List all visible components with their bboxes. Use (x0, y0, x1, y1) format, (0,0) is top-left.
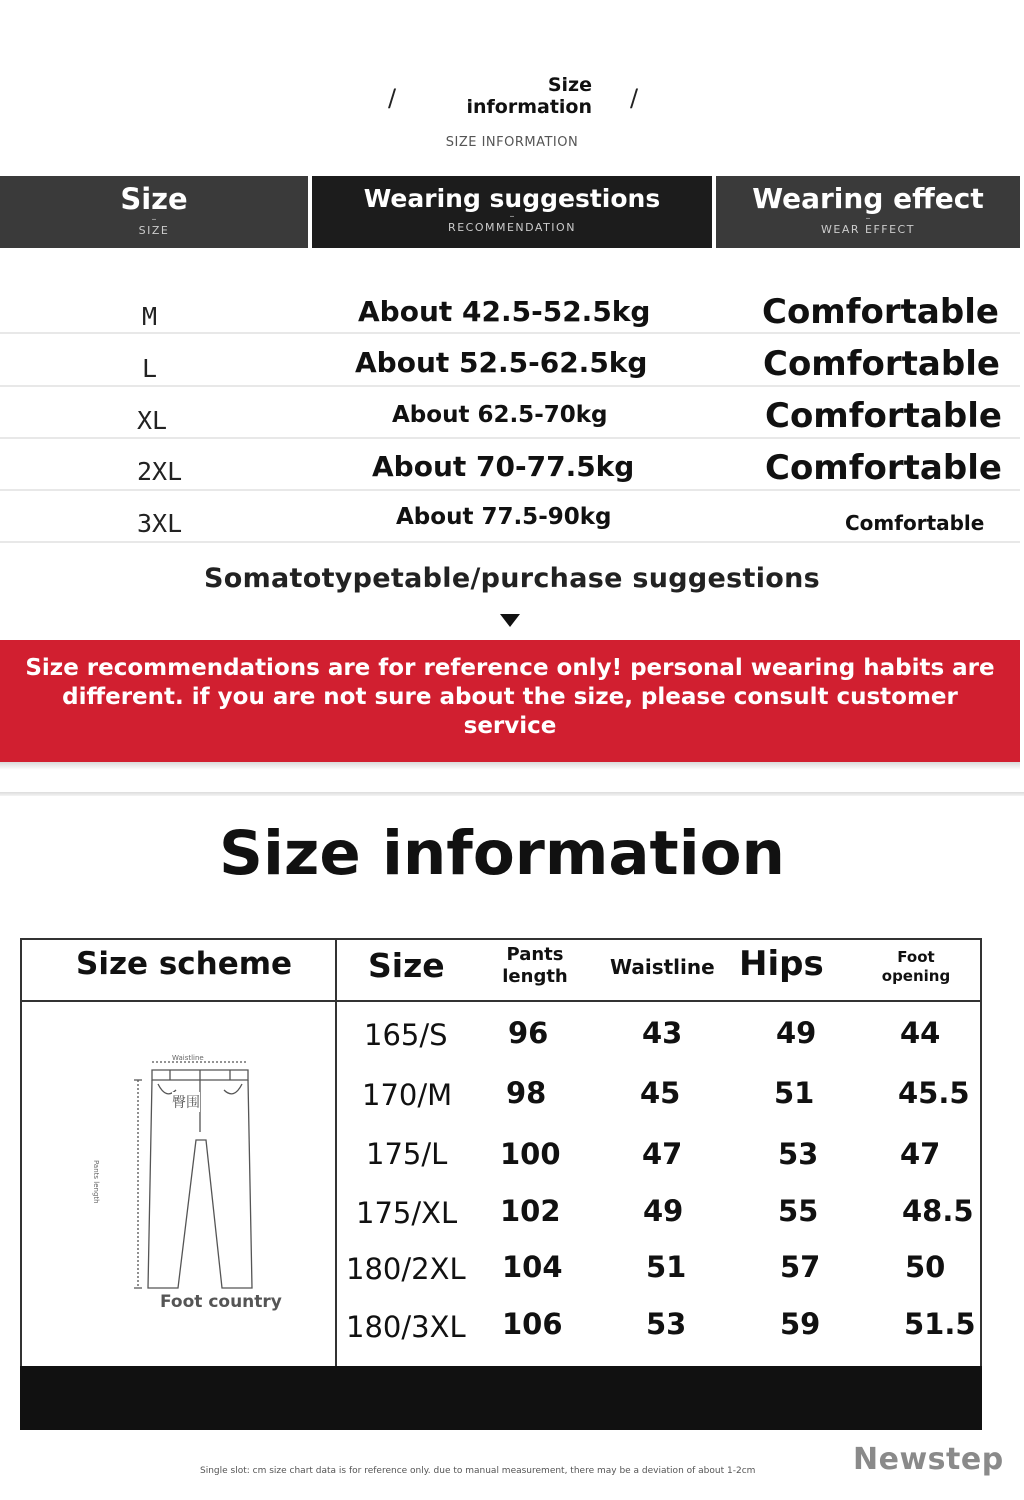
size-notice-banner: Size recommendations are for reference only! personal wearing habits are different. if you are not sure about the size, please consult customer service (0, 640, 1020, 762)
table-cell-foot-opening: 50 (905, 1250, 946, 1284)
table-cell-hips: 51 (774, 1076, 815, 1110)
table-cell-foot-opening: 48.5 (902, 1194, 974, 1228)
header-size-label: Size (120, 182, 188, 216)
table-column-divider (335, 938, 337, 1368)
table-cell-size: 175/L (366, 1137, 448, 1171)
row-size: XL (137, 406, 168, 435)
brand-watermark: Newstep (853, 1442, 1004, 1477)
table-cell-waistline: 47 (642, 1137, 683, 1171)
table-cell-foot-opening: 47 (900, 1137, 941, 1171)
row-effect: Comfortable (765, 448, 1002, 488)
table-cell-pants-length: 104 (502, 1250, 563, 1284)
row-suggestion: About 77.5-90kg (396, 504, 612, 530)
header-suggestions (312, 176, 712, 248)
header-hips: Hips (739, 944, 824, 984)
diagram-length-label: Pants length (92, 1160, 100, 1204)
decor-slash-right: / (630, 84, 639, 112)
row-divider (0, 332, 1020, 334)
table-cell-size: 170/M (362, 1078, 453, 1112)
header-effect-sub: WEAR EFFECT (821, 223, 915, 236)
banner-shadow (0, 762, 1020, 770)
header-pants-length: Pants length (502, 944, 568, 987)
table-cell-size: 180/3XL (346, 1310, 466, 1344)
header-suggestions-dash: – (509, 211, 515, 222)
section-divider (0, 792, 1024, 796)
table-cell-size: 180/2XL (346, 1252, 466, 1286)
row-size: M (142, 302, 158, 331)
table-cell-hips: 59 (780, 1307, 821, 1341)
table-cell-waistline: 53 (646, 1307, 687, 1341)
decor-slash-left: / (388, 84, 397, 112)
table-cell-foot-opening: 44 (900, 1016, 941, 1050)
row-suggestion: About 70-77.5kg (372, 450, 635, 483)
table-cell-hips: 53 (778, 1137, 819, 1171)
table-cell-size: 175/XL (356, 1196, 458, 1230)
arrow-down-icon (500, 614, 520, 627)
row-divider (0, 437, 1020, 439)
table-cell-pants-length: 98 (506, 1076, 547, 1110)
header-suggestions-label: Wearing suggestions (363, 184, 661, 213)
table-cell-pants-length: 106 (502, 1307, 563, 1341)
table-cell-hips: 49 (776, 1016, 817, 1050)
header-waistline: Waistline (610, 955, 715, 979)
row-effect: Comfortable (845, 511, 985, 535)
page-title: Size information (466, 74, 592, 118)
header-size-sub: SIZE (138, 224, 170, 237)
table-cell-hips: 57 (780, 1250, 821, 1284)
size-info-title: Size information (219, 818, 785, 889)
page-subtitle: SIZE INFORMATION (445, 135, 579, 150)
table-header-divider (20, 1000, 982, 1002)
header-measure-size: Size (368, 946, 445, 985)
table-footer-band (20, 1366, 982, 1430)
header-effect (716, 176, 1020, 248)
somatotype-label: Somatotypetable/purchase suggestions (203, 563, 821, 594)
row-size: 2XL (137, 457, 183, 486)
table-cell-foot-opening: 51.5 (904, 1307, 976, 1341)
row-effect: Comfortable (765, 396, 1002, 436)
row-suggestion: About 62.5-70kg (392, 402, 608, 428)
row-divider (0, 541, 1020, 543)
table-cell-waistline: 49 (643, 1194, 684, 1228)
header-size-scheme: Size scheme (76, 946, 293, 982)
table-cell-pants-length: 102 (500, 1194, 561, 1228)
pants-diagram (110, 1040, 290, 1310)
row-suggestion: About 42.5-52.5kg (358, 295, 651, 328)
header-effect-dash: – (865, 213, 871, 224)
header-suggestions-sub: RECOMMENDATION (448, 221, 576, 234)
diagram-hips-label: 臀围 (172, 1092, 200, 1112)
disclaimer-text: Single slot: cm size chart data is for reference only. due to manual measurement, there may be a deviation of about 1-2cm (200, 1466, 756, 1476)
diagram-waistline-label: Waistline (172, 1054, 204, 1062)
table-cell-waistline: 45 (640, 1076, 681, 1110)
header-effect-label: Wearing effect (752, 182, 984, 215)
row-size: L (142, 354, 158, 383)
table-cell-size: 165/S (364, 1018, 448, 1052)
diagram-foot-label: Foot country (160, 1292, 282, 1312)
table-cell-waistline: 51 (646, 1250, 687, 1284)
row-divider (0, 385, 1020, 387)
row-effect: Comfortable (763, 344, 1000, 384)
row-suggestion: About 52.5-62.5kg (355, 346, 648, 379)
table-cell-pants-length: 100 (500, 1137, 561, 1171)
table-cell-pants-length: 96 (508, 1016, 549, 1050)
header-size (0, 176, 308, 248)
header-size-dash: – (151, 214, 157, 225)
table-cell-hips: 55 (778, 1194, 819, 1228)
table-cell-foot-opening: 45.5 (898, 1076, 970, 1110)
header-foot-opening: Foot opening (881, 948, 951, 985)
table-cell-waistline: 43 (642, 1016, 683, 1050)
row-size: 3XL (137, 509, 183, 538)
row-divider (0, 489, 1020, 491)
row-effect: Comfortable (762, 292, 999, 332)
